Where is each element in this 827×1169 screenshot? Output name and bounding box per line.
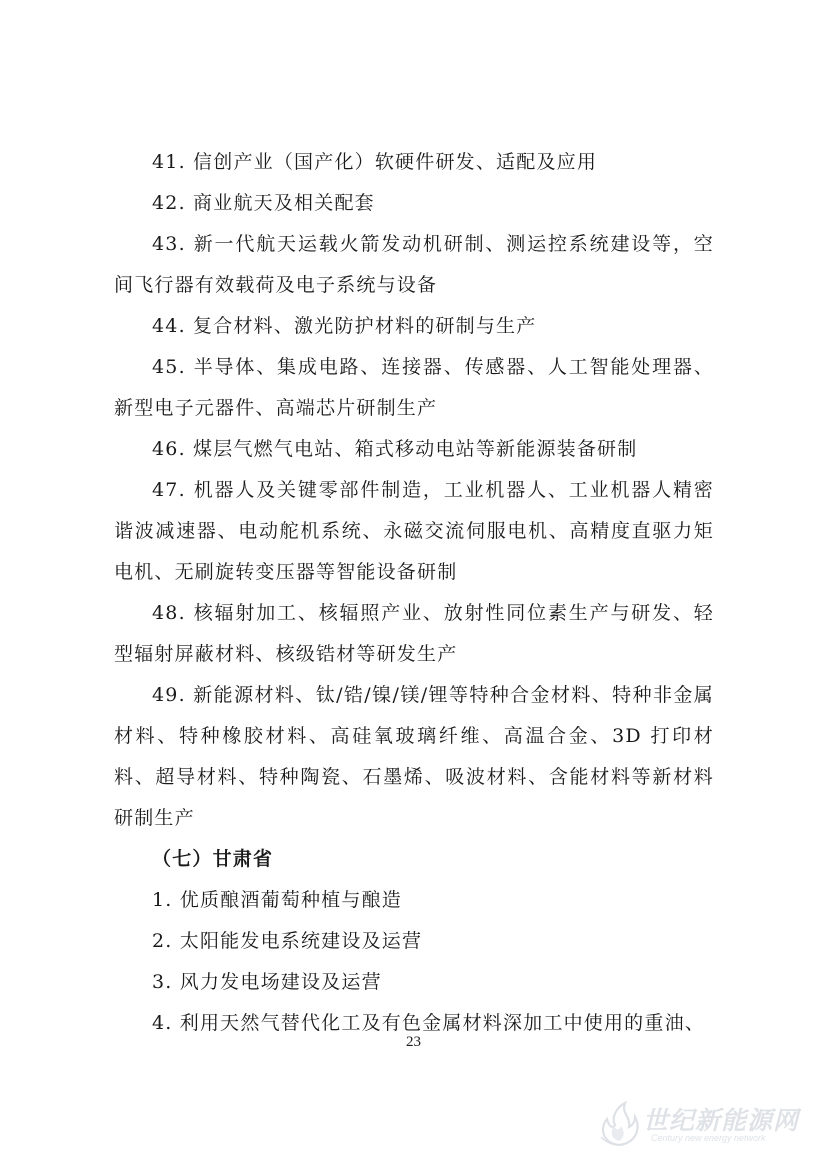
list-item-45: 45. 半导体、集成电路、连接器、传感器、人工智能处理器、新型电子元器件、高端芯片研制生产	[114, 356, 714, 419]
gansu-item-2: 2. 太阳能发电系统建设及运营	[152, 930, 423, 952]
list-item-42: 42. 商业航天及相关配套	[152, 192, 375, 214]
list-item-46: 46. 煤层气燃气电站、箱式移动电站等新能源装备研制	[152, 438, 638, 460]
list-item-44: 44. 复合材料、激光防护材料的研制与生产	[152, 315, 537, 337]
list-item-47: 47. 机器人及关键零部件制造，工业机器人、工业机器人精密谐波减速器、电动舵机系统、永磁交流伺服电机、高精度直驱力矩电机、无刷旋转变压器等智能设备研制	[114, 479, 714, 583]
watermark-name-cn: 世纪新能源网	[643, 1106, 800, 1135]
list-item-48: 48. 核辐射加工、核辐照产业、放射性同位素生产与研发、轻型辐射屏蔽材料、核级锆材等研发生产	[114, 602, 714, 665]
gansu-item-3: 3. 风力发电场建设及运营	[152, 971, 382, 993]
body-text	[114, 142, 714, 1044]
watermark	[593, 1099, 803, 1149]
watermark-name-en: Century new energy network	[651, 1133, 766, 1143]
list-item-43: 43. 新一代航天运载火箭发动机研制、测运控系统建设等，空间飞行器有效载荷及电子系统与设备	[114, 233, 714, 296]
gansu-item-4: 4. 利用天然气替代化工及有色金属材料深加工中使用的重油、	[152, 1012, 705, 1034]
list-item-49: 49. 新能源材料、钛/锆/镍/镁/锂等特种合金材料、特种非金属材料、特种橡胶材料、高硅氧玻璃纤维、高温合金、3D 打印材料、超导材料、特种陶瓷、石墨烯、吸波材料、含能材料等新材料研制生产	[114, 684, 714, 829]
page-number: 23	[406, 1034, 421, 1050]
flame-logo-icon	[593, 1099, 645, 1149]
list-item-41: 41. 信创产业（国产化）软硬件研发、适配及应用	[152, 151, 598, 173]
gansu-item-1: 1. 优质酿酒葡萄种植与酿造	[152, 889, 402, 911]
section-heading-gansu: （七）甘肃省	[152, 848, 274, 870]
